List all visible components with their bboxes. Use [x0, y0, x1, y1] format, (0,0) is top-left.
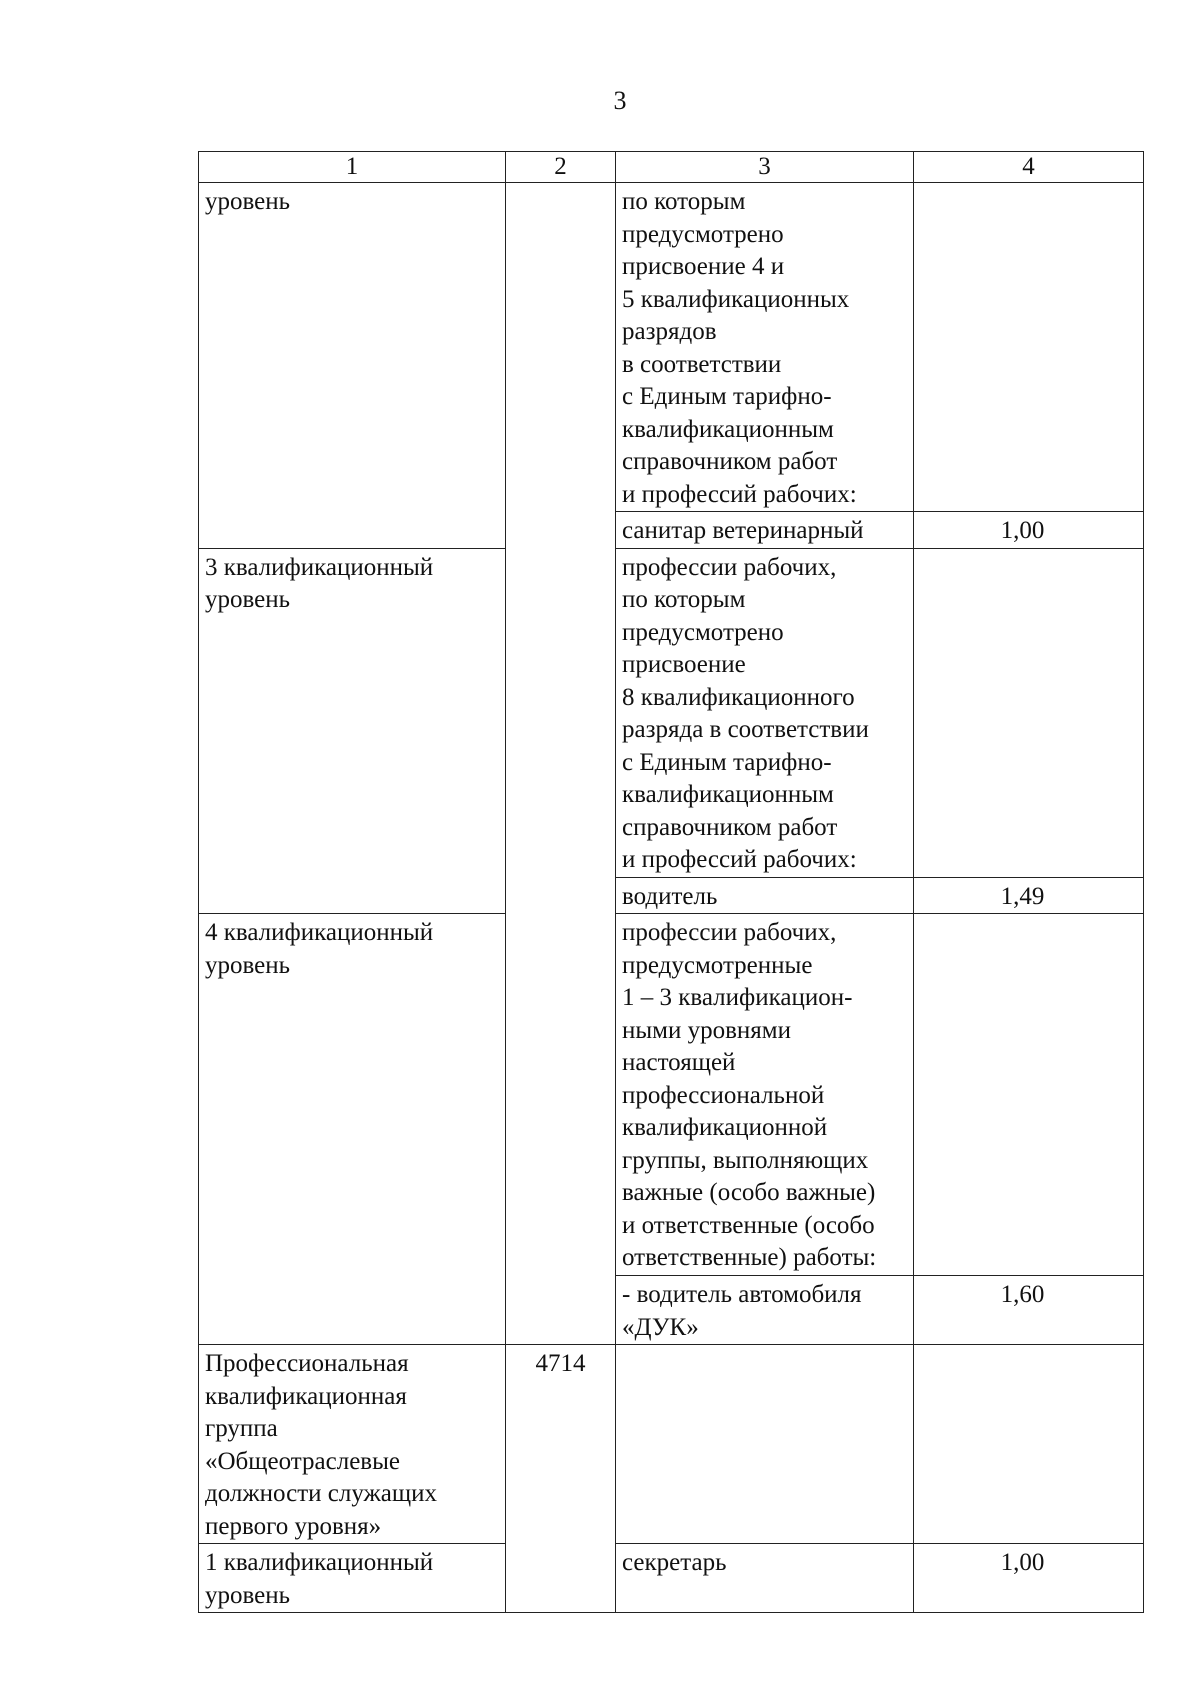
- level-cell: [199, 877, 506, 914]
- header-cell-2: 2: [506, 152, 616, 183]
- code-cell: [506, 183, 616, 512]
- coefficient-cell: 1,60: [914, 1276, 1144, 1345]
- table-header-row: [199, 152, 1144, 183]
- table-row: [199, 877, 1144, 914]
- code-cell: [506, 548, 616, 877]
- level-cell: уровень: [199, 183, 506, 512]
- profession-cell: [616, 1345, 914, 1544]
- level-cell: 3 квалификационный уровень: [199, 548, 506, 877]
- coefficient-cell: [914, 183, 1144, 512]
- profession-cell: профессии рабочих, по которым предусмотрено присвоение 8 квалификационного разряда в соответствии с Единым тарифно- квалификационным справочником работ и профессий рабочих:: [616, 548, 914, 877]
- profession-cell: профессии рабочих, предусмотренные 1 – 3 квалификацион- ными уровнями настоящей профессиональной квалификационной группы, выполняющих важные (особо важные) и ответственные (особо ответственные) работы:: [616, 914, 914, 1276]
- page-number: 3: [613, 86, 627, 115]
- level-cell: [199, 512, 506, 549]
- profession-cell: секретарь: [616, 1544, 914, 1613]
- coefficient-cell: 1,00: [914, 1544, 1144, 1613]
- code-cell: 4714: [506, 1345, 616, 1544]
- code-cell: [506, 914, 616, 1276]
- profession-cell: по которым предусмотрено присвоение 4 и 5 квалификационных разрядов в соответствии с Единым тарифно- квалификационным справочником работ и профессий рабочих:: [616, 183, 914, 512]
- coefficient-cell: 1,49: [914, 877, 1144, 914]
- coefficient-cell: [914, 548, 1144, 877]
- code-cell: [506, 512, 616, 549]
- profession-cell: водитель: [616, 877, 914, 914]
- header-cell-3: 3: [616, 152, 914, 183]
- header-cell-4: 4: [914, 152, 1144, 183]
- table-row: [199, 512, 1144, 549]
- level-cell: [199, 1276, 506, 1345]
- profession-cell: санитар ветеринарный: [616, 512, 914, 549]
- table-row: [199, 1276, 1144, 1345]
- code-cell: [506, 877, 616, 914]
- coefficient-cell: 1,00: [914, 512, 1144, 549]
- profession-cell: - водитель автомобиля «ДУК»: [616, 1276, 914, 1345]
- level-cell: 4 квалификационный уровень: [199, 914, 506, 1276]
- table-row: [199, 914, 1144, 1276]
- header-cell-1: 1: [199, 152, 506, 183]
- coefficient-cell: [914, 1345, 1144, 1544]
- qualification-table: [198, 151, 1144, 1613]
- coefficient-cell: [914, 914, 1144, 1276]
- table-row: [199, 548, 1144, 877]
- code-cell: [506, 1544, 616, 1613]
- table-row: [199, 1544, 1144, 1613]
- level-cell: 1 квалификационный уровень: [199, 1544, 506, 1613]
- table-row: [199, 183, 1144, 512]
- group-name-cell: Профессиональная квалификационная группа «Общеотраслевые должности служащих первого уровня»: [199, 1345, 506, 1544]
- code-cell: [506, 1276, 616, 1345]
- table-row: [199, 1345, 1144, 1544]
